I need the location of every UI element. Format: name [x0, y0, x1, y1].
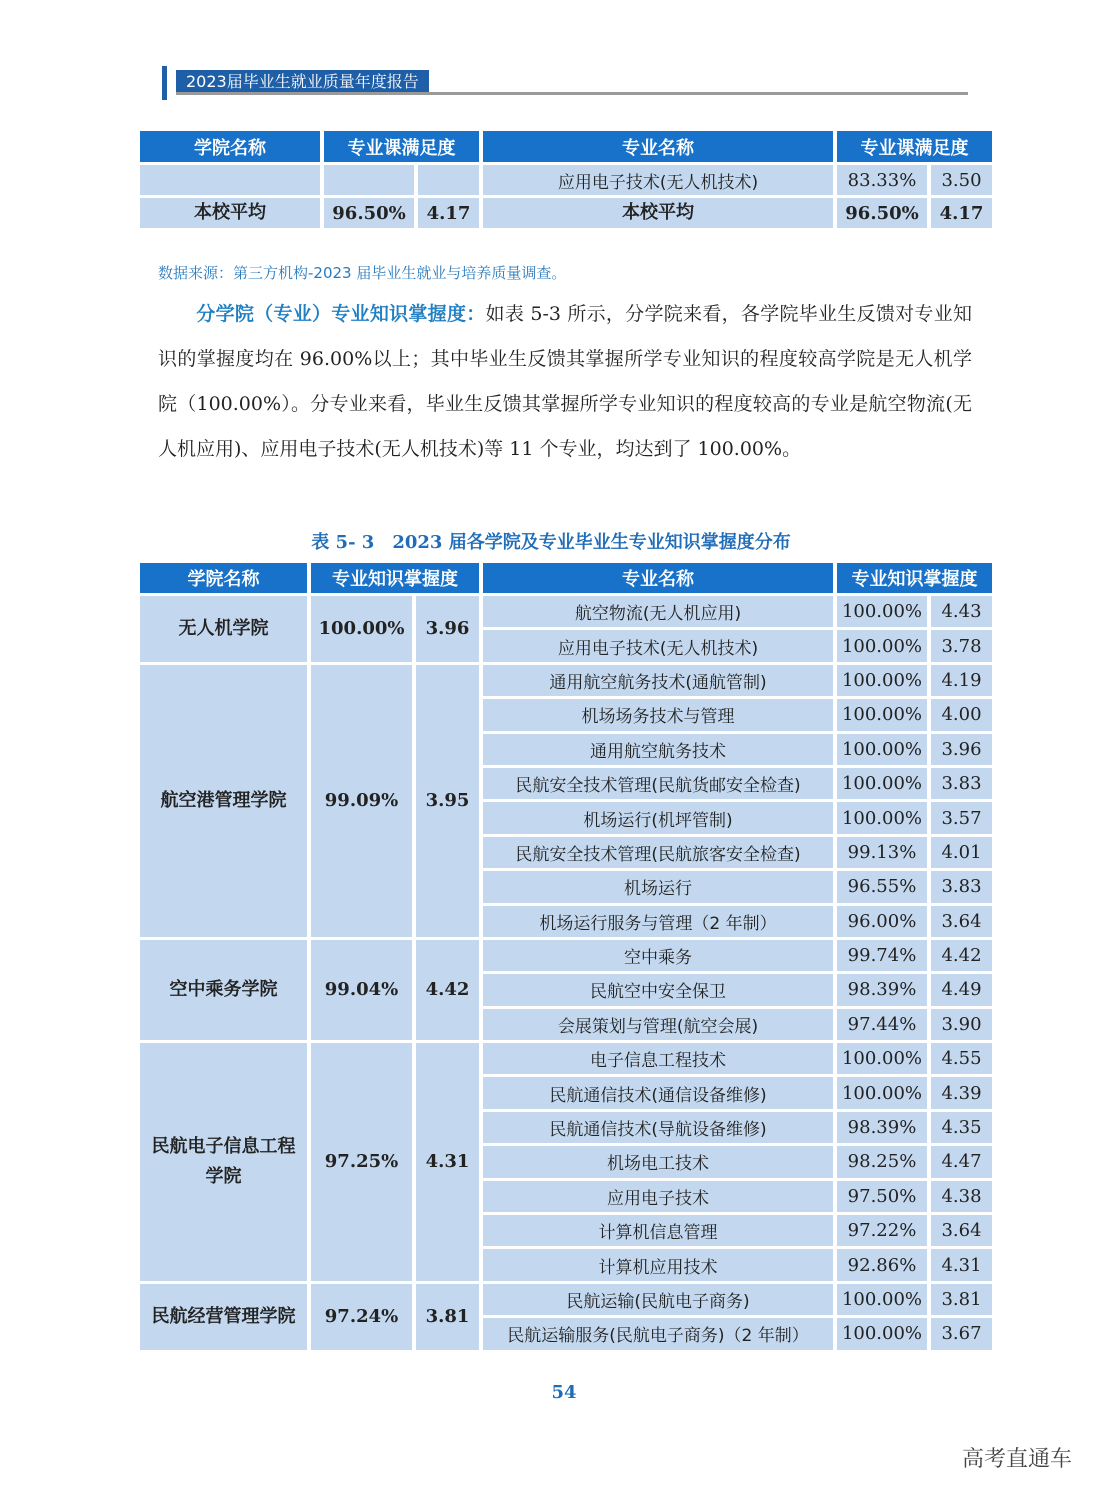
major-score: 3.78: [931, 630, 992, 661]
major-score: 3.83: [931, 768, 992, 799]
major-name: 机场运行(机坪管制): [483, 802, 833, 833]
major-name: 民航运输服务(民航电子商务)（2 年制）: [483, 1318, 833, 1349]
paragraph-lead: 分学院（专业）专业知识掌握度：: [196, 303, 486, 325]
major-name: 计算机应用技术: [483, 1249, 833, 1280]
header-rule: [176, 92, 968, 95]
major-pct: 99.74%: [837, 940, 927, 971]
cell-college-pct: [324, 165, 414, 195]
table-row: [140, 596, 992, 627]
cell-avg-label-major: 本校平均: [483, 198, 833, 228]
data-source-note: 数据来源：第三方机构-2023 届毕业生就业与培养质量调查。: [158, 264, 567, 282]
cell-avg-score: 4.17: [418, 198, 479, 228]
college-pct: 97.24%: [311, 1284, 412, 1350]
major-name: 民航空中安全保卫: [483, 974, 833, 1005]
header-knowledge-mastery: 专业知识掌握度: [311, 563, 479, 593]
header-bracket: [162, 66, 167, 100]
header-course-satisfaction: 专业课满足度: [324, 131, 479, 162]
major-pct: 97.22%: [837, 1215, 927, 1246]
cell-avg-pct-major: 96.50%: [837, 198, 927, 228]
paragraph-body: 如表 5-3 所示，分学院来看，各学院毕业生反馈对专业知识的掌握度均在 96.00%以上；其中毕业生反馈其掌握所学专业知识的程度较高学院是无人机学院（100.00%）。分专业来看，毕业生反馈其掌握所学专业知识的程度较高的专业是航空物流(无人机应用)、应用电子技术(无人机技术)等 11 个专业，均达到了 100.00%。: [158, 303, 972, 460]
major-name: 机场电工技术: [483, 1146, 833, 1177]
header-course-satisfaction-major: 专业课满足度: [837, 131, 992, 162]
major-name: 民航通信技术(通信设备维修): [483, 1077, 833, 1108]
college-pct: 97.25%: [311, 1043, 412, 1281]
major-score: 3.90: [931, 1009, 992, 1040]
major-name: 民航安全技术管理(民航旅客安全检查): [483, 837, 833, 868]
page-number: 54: [551, 1382, 577, 1403]
major-pct: 98.39%: [837, 974, 927, 1005]
cell-major-score: 3.50: [931, 165, 992, 195]
college-name: 民航电子信息工程学院: [140, 1043, 307, 1281]
table-row: [140, 1284, 992, 1315]
major-score: 3.96: [931, 734, 992, 765]
cell-avg-pct: 96.50%: [324, 198, 414, 228]
header-college: 学院名称: [140, 131, 320, 162]
college-score: 3.96: [416, 596, 479, 662]
major-score: 3.81: [931, 1284, 992, 1315]
major-pct: 97.44%: [837, 1009, 927, 1040]
major-score: 3.83: [931, 871, 992, 902]
major-name: 电子信息工程技术: [483, 1043, 833, 1074]
major-score: 4.19: [931, 665, 992, 696]
college-name: 民航经营管理学院: [140, 1284, 307, 1350]
cell-avg-score-major: 4.17: [931, 198, 992, 228]
major-name: 会展策划与管理(航空会展): [483, 1009, 833, 1040]
college-score: 3.81: [416, 1284, 479, 1350]
major-name: 应用电子技术: [483, 1181, 833, 1212]
major-pct: 100.00%: [837, 1318, 927, 1349]
major-name: 航空物流(无人机应用): [483, 596, 833, 627]
major-score: 4.43: [931, 596, 992, 627]
report-header: [162, 66, 968, 100]
cell-major-pct: 83.33%: [837, 165, 927, 195]
table-row: [140, 1043, 992, 1074]
major-pct: 100.00%: [837, 1043, 927, 1074]
college-name: 空中乘务学院: [140, 940, 307, 1040]
college-pct: 100.00%: [311, 596, 412, 662]
major-pct: 99.13%: [837, 837, 927, 868]
header-major: 专业名称: [483, 563, 833, 593]
major-score: 4.39: [931, 1077, 992, 1108]
major-pct: 98.25%: [837, 1146, 927, 1177]
major-name: 机场场务技术与管理: [483, 699, 833, 730]
header-title: 2023届毕业生就业质量年度报告: [176, 70, 429, 94]
major-pct: 100.00%: [837, 802, 927, 833]
major-name: 机场运行: [483, 871, 833, 902]
major-pct: 100.00%: [837, 1077, 927, 1108]
major-pct: 100.00%: [837, 630, 927, 661]
major-pct: 98.39%: [837, 1112, 927, 1143]
cell-college: [140, 165, 320, 195]
major-name: 民航安全技术管理(民航货邮安全检查): [483, 768, 833, 799]
major-name: 通用航空航务技术: [483, 734, 833, 765]
analysis-paragraph: [158, 292, 972, 472]
college-name: 航空港管理学院: [140, 665, 307, 937]
college-score: 4.31: [416, 1043, 479, 1281]
table-caption: 表 5- 3 2023 届各学院及专业毕业生专业知识掌握度分布: [311, 532, 791, 553]
header-college: 学院名称: [140, 563, 307, 593]
cell-college-score: [418, 165, 479, 195]
major-score: 4.31: [931, 1249, 992, 1280]
table-body: [140, 596, 992, 1350]
major-score: 4.47: [931, 1146, 992, 1177]
major-name: 通用航空航务技术(通航管制): [483, 665, 833, 696]
header-major: 专业名称: [483, 131, 833, 162]
major-score: 4.00: [931, 699, 992, 730]
major-pct: 97.50%: [837, 1181, 927, 1212]
major-score: 3.64: [931, 1215, 992, 1246]
major-pct: 96.55%: [837, 871, 927, 902]
major-name: 民航运输(民航电子商务): [483, 1284, 833, 1315]
major-score: 4.38: [931, 1181, 992, 1212]
major-score: 3.67: [931, 1318, 992, 1349]
table-row: [140, 665, 992, 696]
major-pct: 100.00%: [837, 596, 927, 627]
watermark: 高考直通车: [961, 1447, 1072, 1472]
major-pct: 100.00%: [837, 699, 927, 730]
major-pct: 96.00%: [837, 906, 927, 937]
major-name: 机场运行服务与管理（2 年制）: [483, 906, 833, 937]
satisfaction-table-continued: [136, 128, 996, 231]
major-name: 空中乘务: [483, 940, 833, 971]
major-score: 4.42: [931, 940, 992, 971]
header-knowledge-mastery-major: 专业知识掌握度: [837, 563, 992, 593]
major-pct: 100.00%: [837, 1284, 927, 1315]
major-pct: 92.86%: [837, 1249, 927, 1280]
major-score: 3.64: [931, 906, 992, 937]
college-pct: 99.04%: [311, 940, 412, 1040]
major-score: 4.35: [931, 1112, 992, 1143]
college-name: 无人机学院: [140, 596, 307, 662]
major-score: 4.55: [931, 1043, 992, 1074]
major-pct: 100.00%: [837, 665, 927, 696]
major-score: 4.49: [931, 974, 992, 1005]
knowledge-mastery-table: [136, 560, 996, 1353]
college-pct: 99.09%: [311, 665, 412, 937]
major-name: 计算机信息管理: [483, 1215, 833, 1246]
major-pct: 100.00%: [837, 768, 927, 799]
major-name: 民航通信技术(导航设备维修): [483, 1112, 833, 1143]
college-score: 4.42: [416, 940, 479, 1040]
major-score: 4.01: [931, 837, 992, 868]
table-row: [140, 940, 992, 971]
cell-major-name: 应用电子技术(无人机技术): [483, 165, 833, 195]
cell-avg-label: 本校平均: [140, 198, 320, 228]
college-score: 3.95: [416, 665, 479, 937]
major-score: 3.57: [931, 802, 992, 833]
major-name: 应用电子技术(无人机技术): [483, 630, 833, 661]
major-pct: 100.00%: [837, 734, 927, 765]
